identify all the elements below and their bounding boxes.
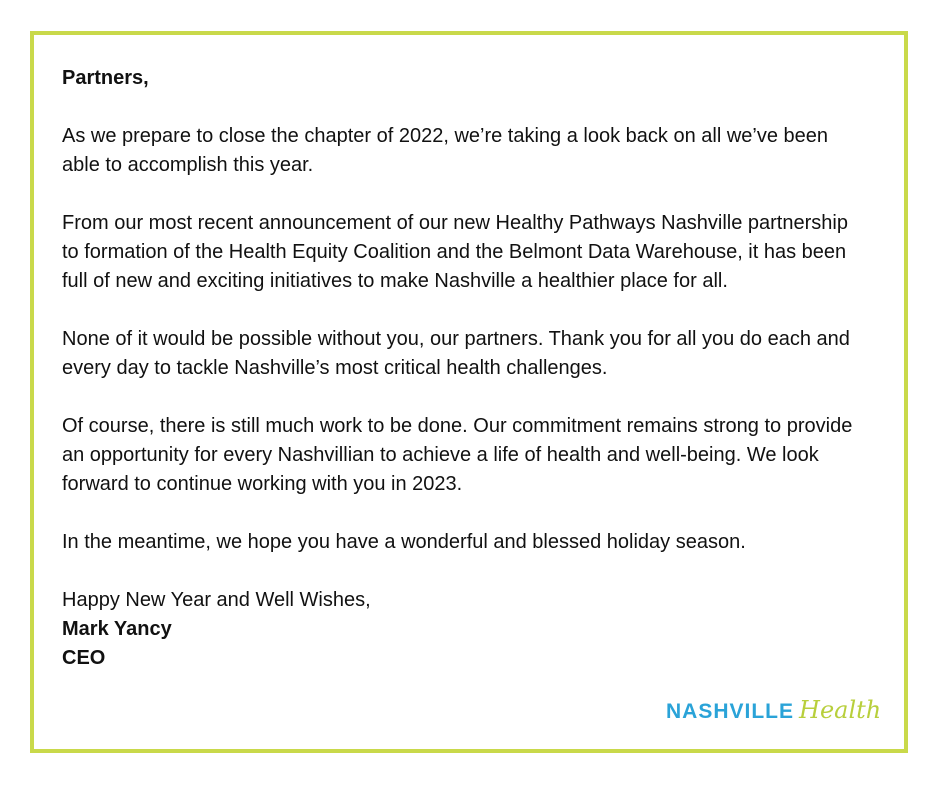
closing-line: Happy New Year and Well Wishes, bbox=[62, 589, 371, 611]
nashville-health-logo bbox=[666, 696, 881, 730]
signer-title: CEO bbox=[62, 647, 106, 669]
logo-script: Health bbox=[799, 696, 882, 724]
paragraph-1: As we prepare to close the chapter of 2022, we’re taking a look back on all we’ve been able to accomplish this year. bbox=[62, 125, 829, 176]
letter-body bbox=[62, 64, 862, 673]
paragraph-3: None of it would be possible without you, our partners. Thank you for all you do each and every day to tackle Nashville’s most critical health challenges. bbox=[62, 328, 850, 379]
paragraph-4: Of course, there is still much work to be done. Our commitment remains strong to provide an opportunity for every Nashvillian to achieve a life of health and well-being. We look forward to continue working with you in 2023. bbox=[62, 415, 853, 495]
paragraph-2: From our most recent announcement of our new Healthy Pathways Nashville partnership to formation of the Health Equity Coalition and the Belmont Data Warehouse, it has been full of new and exciting initiatives to make Nashville a healthier place for all. bbox=[62, 212, 848, 292]
logo-word: NASHVILLE bbox=[666, 700, 795, 723]
signer-name: Mark Yancy bbox=[62, 618, 172, 640]
paragraph-5: In the meantime, we hope you have a wonderful and blessed holiday season. bbox=[62, 531, 746, 553]
salutation: Partners, bbox=[62, 67, 149, 89]
